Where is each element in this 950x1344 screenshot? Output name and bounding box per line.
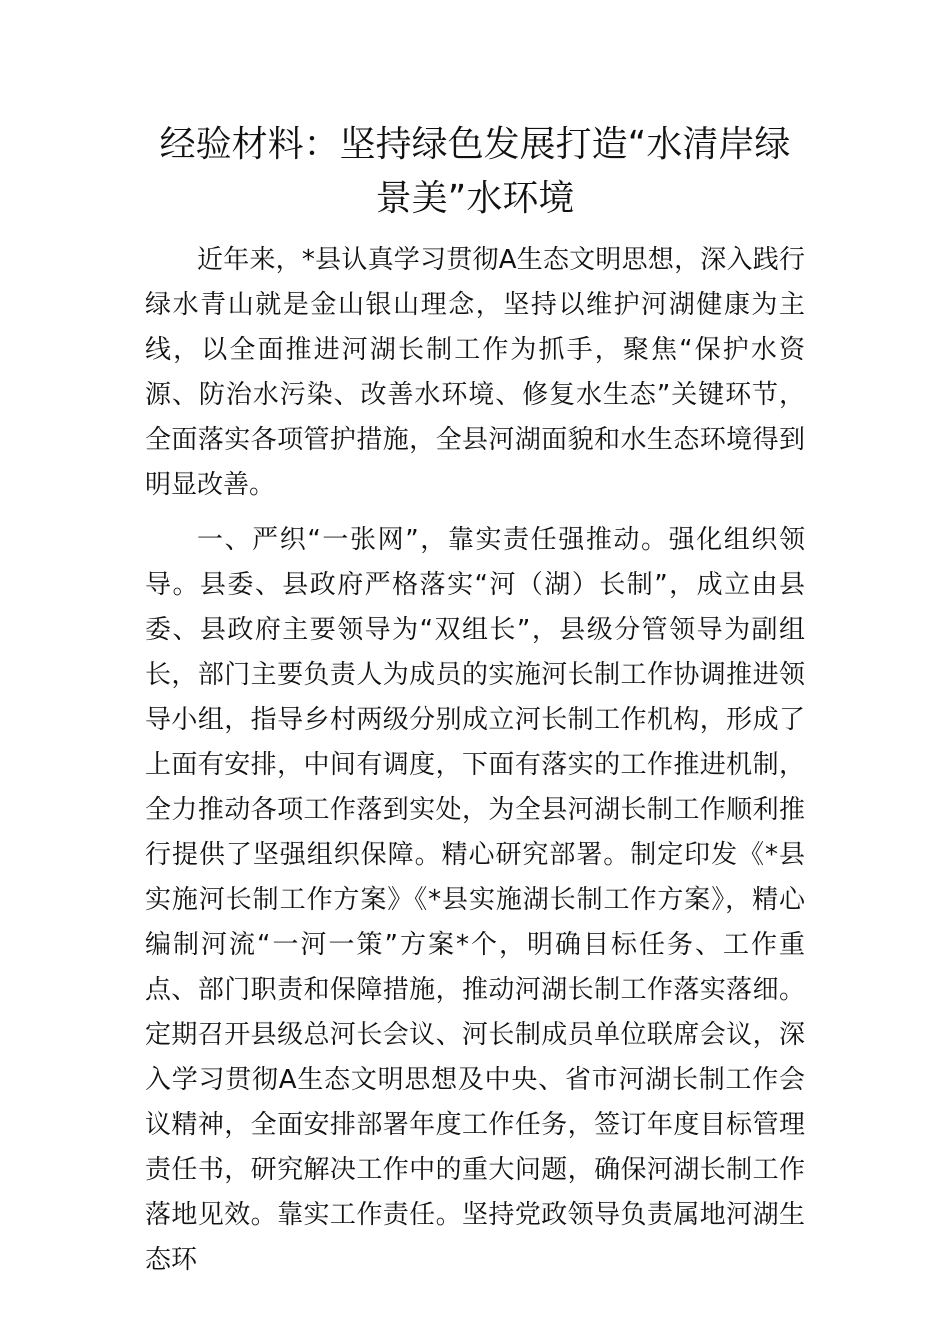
paragraph-intro: 近年来，*县认真学习贯彻A生态文明思想，深入践行绿水青山就是金山银山理念，坚持以维护河湖健康为主线，以全面推进河湖长制工作为抓手，聚焦“保护水资源、防治水污染、改善水环境、修复水生态”关键环节，全面落实各项管护措施，全县河湖面貌和水生态环境得到明显改善。 (145, 245, 805, 500)
document-title: 经验材料：坚持绿色发展打造“水清岸绿景美”水环境 (159, 124, 791, 219)
document-body (145, 238, 805, 1283)
paragraph-section-one: 一、严织“一张网”，靠实责任强推动。强化组织领导。县委、县政府严格落实“河（湖）长制”，成立由县委、县政府主要领导为“双组长”，县级分管领导为副组长，部门主要负责人为成员的实施河长制工作协调推进领导小组，指导乡村两级分别成立河长制工作机构，形成了上面有安排，中间有调度，下面有落实的工作推进机制，全力推动各项工作落到实处，为全县河湖长制工作顺利推行提供了坚强组织保障。精心研究部署。制定印发《*县实施河长制工作方案》《*县实施湖长制工作方案》，精心编制河流“一河一策”方案*个，明确目标任务、工作重点、部门职责和保障措施，推动河湖长制工作落实落细。定期召开县级总河长会议、河长制成员单位联席会议，深入学习贯彻A生态文明思想及中央、省市河湖长制工作会议精神，全面安排部署年度工作任务，签订年度目标管理责任书，研究解决工作中的重大问题，确保河湖长制工作落地见效。靠实工作责任。坚持党政领导负责属地河湖生态环 (145, 525, 805, 1275)
